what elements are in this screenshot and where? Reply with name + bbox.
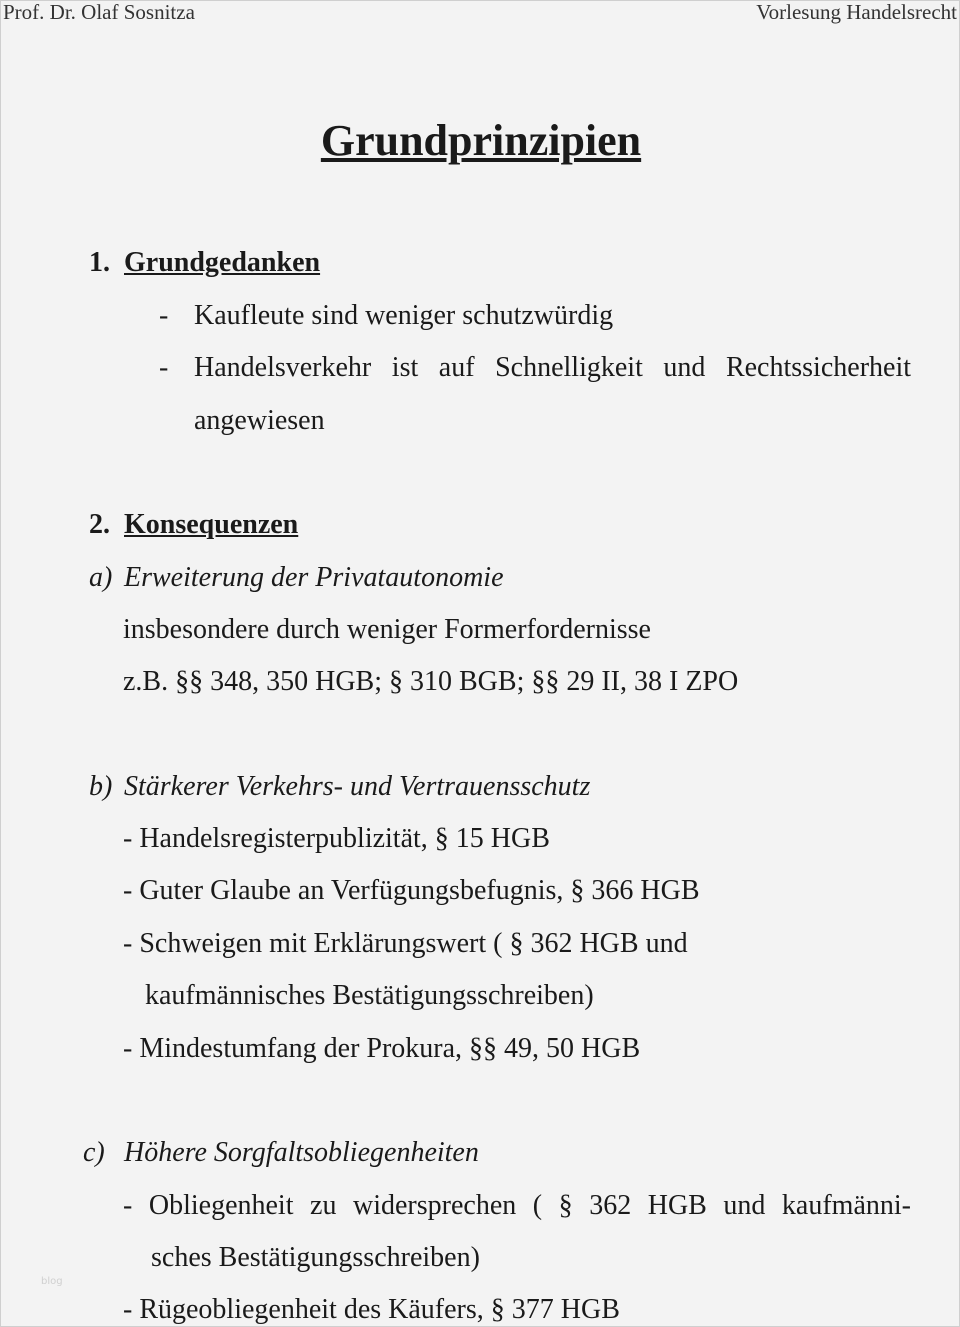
text-line: insbesondere durch weniger Formerfordernisse	[123, 614, 651, 645]
section-2-number: 2.	[89, 509, 110, 540]
subsection-b-heading: Stärkerer Verkehrs- und Vertrauensschutz	[124, 771, 591, 802]
bullet-dash: -	[159, 352, 169, 383]
list-item: - Guter Glaube an Verfügungsbefugnis, § 366 HGB	[123, 875, 700, 906]
section-1-heading: Grundgedanken	[124, 247, 321, 278]
list-item-continuation: sches Bestätigungsschreiben)	[151, 1242, 480, 1273]
page-title: Grundprinzipien	[320, 116, 642, 165]
list-item-continuation: kaufmännisches Bestätigungsschreiben)	[145, 980, 594, 1011]
list-item: - Mindestumfang der Prokura, §§ 49, 50 HGB	[123, 1033, 641, 1064]
text-line: z.B. §§ 348, 350 HGB; § 310 BGB; §§ 29 II, 38 I ZPO	[123, 666, 739, 697]
bullet-dash: -	[159, 300, 169, 331]
list-item: - Handelsregisterpublizität, § 15 HGB	[123, 823, 550, 854]
section-2-heading: Konsequenzen	[124, 509, 299, 540]
header-course: Vorlesung Handelsrecht	[756, 0, 957, 24]
subsection-c-label: c)	[83, 1137, 105, 1168]
watermark: blog	[41, 1276, 63, 1287]
subsection-a-label: a)	[89, 562, 113, 593]
list-item-continuation: angewiesen	[194, 405, 325, 436]
subsection-c-heading: Höhere Sorgfaltsobliegenheiten	[124, 1137, 479, 1168]
list-item: Kaufleute sind weniger schutzwürdig	[194, 300, 614, 331]
list-item: - Rügeobliegenheit des Käufers, § 377 HGB	[123, 1294, 620, 1325]
list-item: - Obliegenheit zu widersprechen ( § 362 HGB und kaufmänni-	[123, 1190, 911, 1221]
section-1-number: 1.	[89, 247, 110, 278]
list-item: Handelsverkehr ist auf Schnelligkeit und Rechtssicherheit	[194, 352, 911, 383]
subsection-a-heading: Erweiterung der Privatautonomie	[124, 562, 504, 593]
list-item: - Schweigen mit Erklärungswert ( § 362 HGB und	[123, 928, 688, 959]
subsection-b-label: b)	[89, 771, 113, 802]
header-author: Prof. Dr. Olaf Sosnitza	[3, 0, 195, 24]
